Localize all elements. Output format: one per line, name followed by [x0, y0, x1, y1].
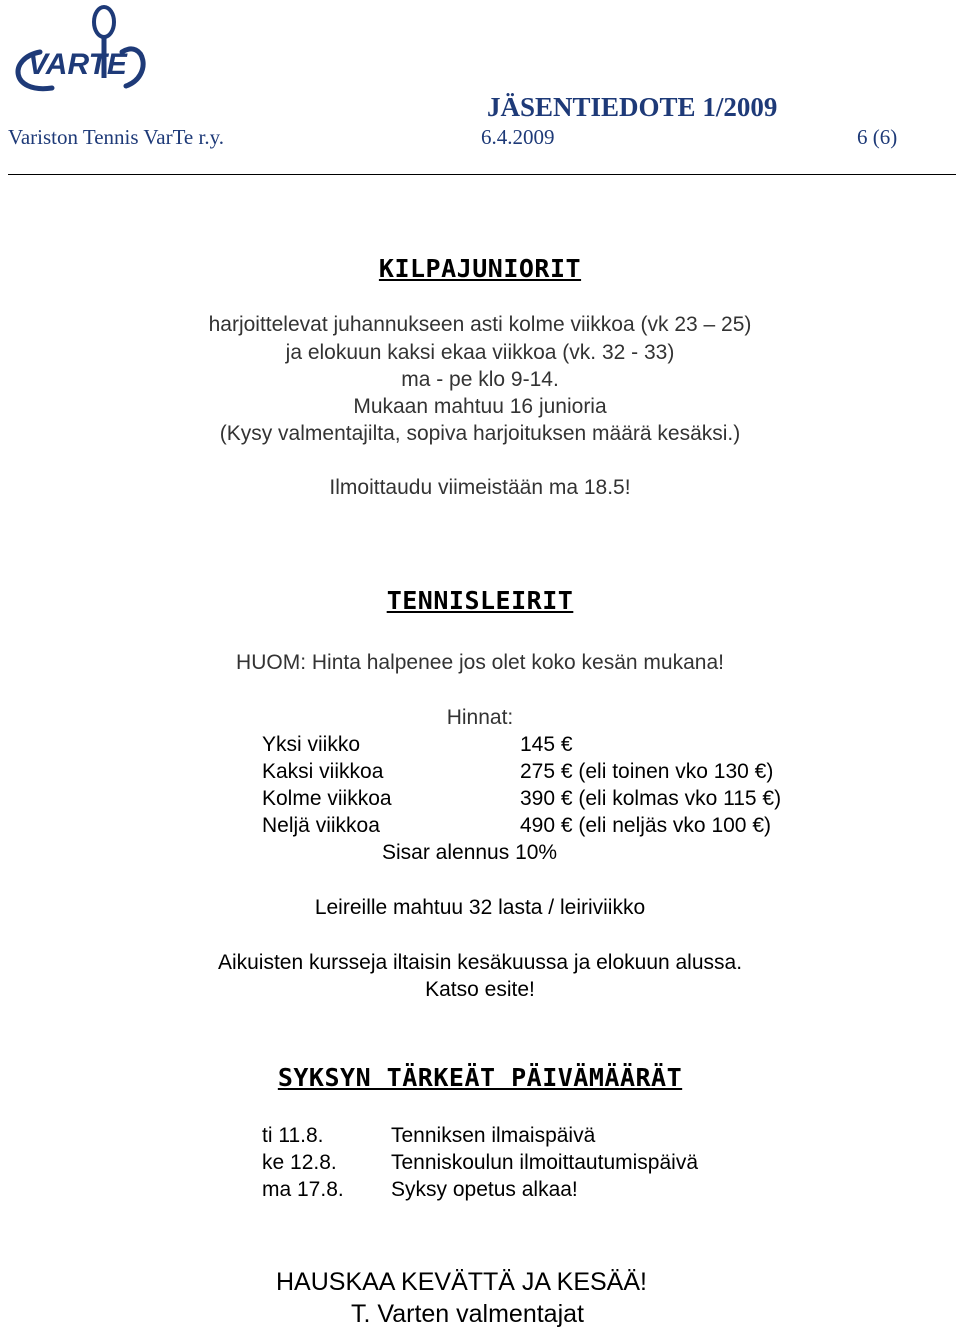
price-label-2: Kaksi viikkoa — [262, 760, 384, 783]
kilpa-line-5: (Kysy valmentajilta, sopiva harjoituksen määrä kesäksi.) — [219, 422, 741, 445]
price-note: HUOM: Hinta halpenee jos olet koko kesän mukana! — [236, 651, 724, 674]
bulletin-date: 6.4.2009 — [481, 125, 555, 149]
prices-title: Hinnat: — [446, 706, 514, 729]
bulletin-title: JÄSENTIEDOTE 1/2009 — [487, 92, 778, 122]
varte-logo — [4, 2, 174, 94]
event-3: Syksy opetus alkaa! — [391, 1178, 578, 1201]
svg-text:VARTE: VARTE — [28, 48, 127, 81]
price-value-1: 145 € — [520, 733, 573, 756]
signup-deadline: Ilmoittaudu viimeistään ma 18.5! — [329, 476, 631, 499]
header-rule — [8, 174, 956, 175]
tennisleirit-heading: TENNISLEIRIT — [386, 586, 574, 615]
signature: T. Varten valmentajat — [351, 1300, 584, 1328]
kilpajuniorit-heading: KILPAJUNIORIT — [378, 254, 582, 283]
price-label-1: Yksi viikko — [262, 733, 361, 756]
price-value-2: 275 € (eli toinen vko 130 €) — [520, 760, 774, 783]
kilpa-line-4: Mukaan mahtuu 16 junioria — [353, 395, 607, 418]
price-label-4: Neljä viikkoa — [262, 814, 380, 837]
see-brochure: Katso esite! — [425, 978, 535, 1001]
adult-courses: Aikuisten kursseja iltaisin kesäkuussa ja elokuun alussa. — [217, 951, 743, 974]
kilpa-line-1: harjoittelevat juhannukseen asti kolme viikkoa (vk 23 – 25) — [208, 313, 752, 336]
camp-capacity: Leireille mahtuu 32 lasta / leiriviikko — [314, 896, 646, 919]
event-1: Tenniksen ilmaispäivä — [391, 1124, 596, 1147]
closing-greeting: HAUSKAA KEVÄTTÄ JA KESÄÄ! — [276, 1268, 647, 1296]
dates-heading: SYKSYN TÄRKEÄT PÄIVÄMÄÄRÄT — [277, 1063, 683, 1092]
kilpa-line-2: ja elokuun kaksi ekaa viikkoa (vk. 32 - 33) — [285, 341, 675, 364]
event-2: Tenniskoulun ilmoittautumispäivä — [391, 1151, 698, 1174]
date-1: ti 11.8. — [262, 1124, 324, 1147]
price-value-4: 490 € (eli neljäs vko 100 €) — [520, 814, 771, 837]
date-2: ke 12.8. — [262, 1151, 337, 1174]
price-label-3: Kolme viikkoa — [262, 787, 392, 810]
kilpa-line-3: ma - pe klo 9-14. — [401, 368, 559, 391]
price-value-3: 390 € (eli kolmas vko 115 €) — [520, 787, 782, 810]
page-number: 6 (6) — [857, 125, 898, 149]
date-3: ma 17.8. — [262, 1178, 344, 1201]
sibling-discount: Sisar alennus 10% — [382, 841, 558, 864]
org-name: Variston Tennis VarTe r.y. — [8, 125, 224, 149]
